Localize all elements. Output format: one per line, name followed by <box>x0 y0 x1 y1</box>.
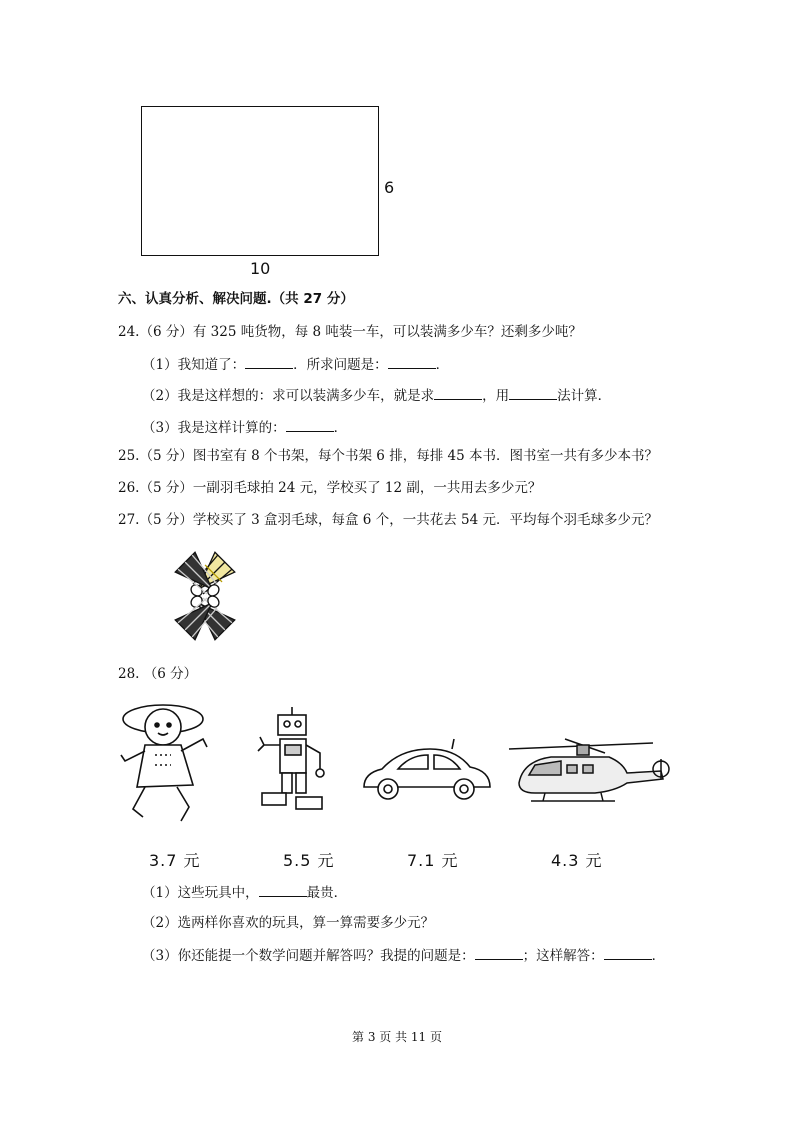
rectangle-width-label: 10 <box>250 259 271 278</box>
q24-sub1-text: ．所求问题是： <box>293 357 388 373</box>
question-28: 28. （6 分） <box>118 666 198 682</box>
answer-blank[interactable] <box>245 354 293 369</box>
q28-sub3-text: （3）你还能提一个数学问题并解答吗？我提的问题是： <box>142 948 475 964</box>
q24-sub1-text: （1）我知道了： <box>142 357 246 373</box>
q24-sub2-text: 法计算． <box>557 388 612 404</box>
q24-sub2 <box>142 385 611 406</box>
shuttlecock-icon <box>140 537 270 657</box>
answer-blank[interactable] <box>434 385 482 400</box>
q24-sub2-text: ，用 <box>482 388 510 404</box>
q28-sub1 <box>142 882 347 903</box>
q28-sub1-text: （1）这些玩具中， <box>142 885 259 901</box>
q24-sub1-text: ． <box>435 357 450 373</box>
car-icon <box>360 745 495 805</box>
price-car: 7.1 元 <box>407 851 459 870</box>
q24-sub3-text: ． <box>333 420 348 436</box>
q24-sub3-text: （3）我是这样计算的： <box>142 420 286 436</box>
page-footer: 第 3 页 共 11 页 <box>352 1030 442 1044</box>
answer-blank[interactable] <box>286 417 334 432</box>
q24-sub2-text: （2）我是这样想的：求可以装满多少车，就是求 <box>142 388 435 404</box>
answer-blank[interactable] <box>509 385 557 400</box>
question-27: 27.（5 分）学校买了 3 盒羽毛球，每盒 6 个，一共花去 54 元．平均每个羽毛球多少元？ <box>118 512 658 528</box>
robot-icon <box>252 705 337 820</box>
q28-sub2: （2）选两样你喜欢的玩具，算一算需要多少元？ <box>142 915 435 931</box>
price-helicopter: 4.3 元 <box>551 851 603 870</box>
question-24: 24.（6 分）有 325 吨货物，每 8 吨装一车，可以装满多少车？还剩多少吨？ <box>118 324 582 340</box>
question-25: 25.（5 分）图书室有 8 个书架，每个书架 6 排，每排 45 本书．图书室一共有多少本书？ <box>118 448 658 464</box>
q24-sub3 <box>142 417 347 438</box>
price-doll: 3.7 元 <box>149 851 201 870</box>
answer-blank[interactable] <box>475 945 523 960</box>
answer-blank[interactable] <box>388 354 436 369</box>
q28-sub3-text: ；这样解答： <box>522 948 604 964</box>
section-title: 六、认真分析、解决问题.（共 27 分） <box>118 291 354 307</box>
price-robot: 5.5 元 <box>283 851 335 870</box>
q24-sub1 <box>142 354 449 375</box>
question-26: 26.（5 分）一副羽毛球拍 24 元，学校买了 12 副，一共用去多少元？ <box>118 480 542 496</box>
q28-sub3 <box>142 945 665 966</box>
q28-sub1-text: 最贵． <box>306 885 348 901</box>
answer-blank[interactable] <box>604 945 652 960</box>
q28-sub3-text: ． <box>651 948 666 964</box>
rectangle-height-label: 6 <box>384 178 395 197</box>
answer-blank[interactable] <box>259 882 307 897</box>
doll-icon <box>115 695 215 830</box>
rectangle-figure <box>141 106 379 256</box>
helicopter-icon <box>505 735 670 810</box>
